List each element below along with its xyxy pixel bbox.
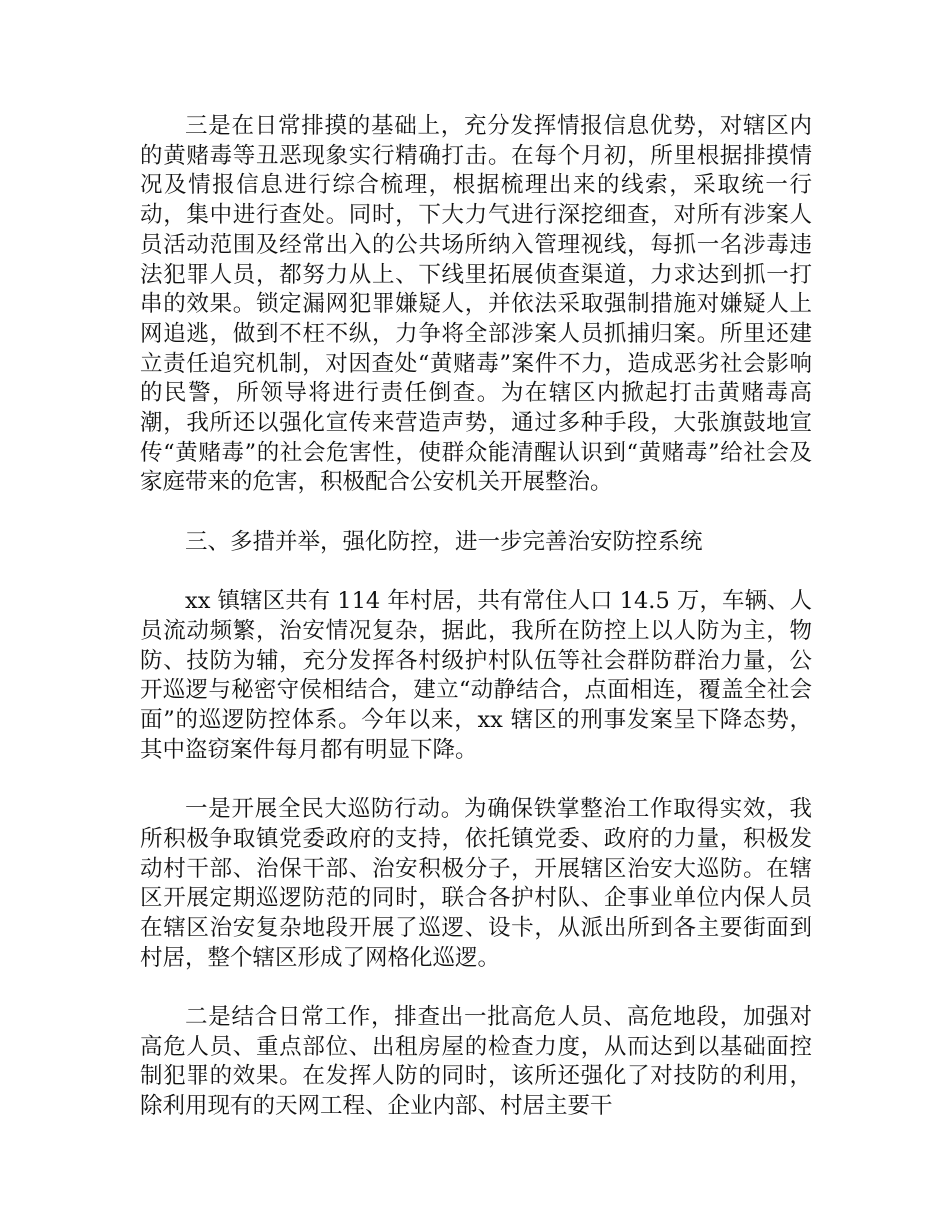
section-heading: 三、多措并举，强化防控，进一步完善治安防控系统 <box>185 528 703 555</box>
paragraph-high-risk: 二是结合日常工作，排查出一批高危人员、高危地段，加强对高危人员、重点部位、出租房屋的检查力度，从而达到以基础面控制犯罪的效果。在发挥人防的同时，该所还强化了对技防的利用，除利用现有的天网工程、企业内部、村居主要干 <box>140 1004 812 1120</box>
paragraph-overview: xx 镇辖区共有 114 年村居，共有常住人口 14.5 万，车辆、人员流动频繁，治安情况复杂，据此，我所在防控上以人防为主，物防、技防为辅，充分发挥各村级护村队伍等社会群防群治力量，公开巡逻与秘密守侯相结合，建立“动静结合，点面相连，覆盖全社会面”的巡逻防控体系。今年以来，xx 辖区的刑事发案呈下降态势，其中盗窃案件每月都有明显下降。 <box>140 588 812 763</box>
paragraph-patrol: 一是开展全民大巡防行动。为确保铁掌整治工作取得实效，我所积极争取镇党委政府的支持，依托镇党委、政府的力量，积极发动村干部、治保干部、治安积极分子，开展辖区治安大巡防。在辖区开展定期巡逻防范的同时，联合各护村队、企事业单位内保人员在辖区治安复杂地段开展了巡逻、设卡，从派出所到各主要街面到村居，整个辖区形成了网格化巡逻。 <box>140 796 812 971</box>
document-page <box>140 112 812 1122</box>
paragraph-crackdown: 三是在日常排摸的基础上，充分发挥情报信息优势，对辖区内的黄赌毒等丑恶现象实行精确打击。在每个月初，所里根据排摸情况及情报信息进行综合梳理，根据梳理出来的线索，采取统一行动，集中进行查处。同时，下大力气进行深挖细查，对所有涉案人员活动范围及经常出入的公共场所纳入管理视线，每抓一名涉毒违法犯罪人员，都努力从上、下线里拓展侦查渠道，力求达到抓一打串的效果。锁定漏网犯罪嫌疑人，并依法采取强制措施对嫌疑人上网追逃，做到不枉不纵，力争将全部涉案人员抓捕归案。所里还建立责任追究机制，对因查处“黄赌毒”案件不力，造成恶劣社会影响的民警，所领导将进行责任倒查。为在辖区内掀起打击黄赌毒高潮，我所还以强化宣传来营造声势，通过多种手段，大张旗鼓地宣传“黄赌毒”的社会危害性，使群众能清醒认识到“黄赌毒”给社会及家庭带来的危害，积极配合公安机关开展整治。 <box>140 113 812 496</box>
